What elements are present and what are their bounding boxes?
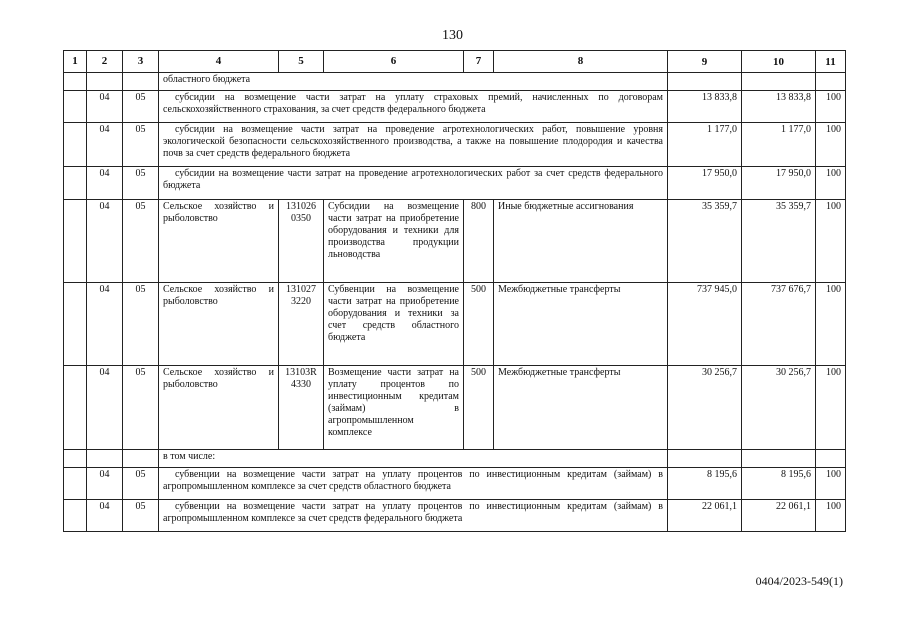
table-row: [64, 200, 846, 283]
amount-plan: 30 256,7: [668, 366, 742, 450]
section-code: 04: [87, 200, 123, 283]
section-name: Сельское хозяйство и рыболовство: [159, 366, 279, 450]
header-cell: 10: [742, 51, 816, 73]
percent: 100: [816, 123, 846, 167]
table-row: [64, 450, 846, 468]
amount-fact: 30 256,7: [742, 366, 816, 450]
header-cell: 6: [324, 51, 464, 73]
section-code: 04: [87, 468, 123, 500]
subsection-code: 05: [123, 200, 159, 283]
document-id: 0404/2023-549(1): [755, 574, 843, 588]
amount-plan: 1 177,0: [668, 123, 742, 167]
amount-fact: 22 061,1: [742, 500, 816, 532]
expense-type-name: Иные бюджетные ассигнования: [494, 200, 668, 283]
page-number: 130: [442, 28, 463, 43]
amount-fact: 17 950,0: [742, 167, 816, 200]
subsection-code: 05: [123, 500, 159, 532]
percent: 100: [816, 167, 846, 200]
section-name: Сельское хозяйство и рыболовство: [159, 283, 279, 366]
amount-fact: 8 195,6: [742, 468, 816, 500]
expense-description: Субвенции на возмещение части затрат на приобретение оборудования и техники за счет средств областного бюджета: [324, 283, 464, 366]
expense-type-code: 500: [464, 366, 494, 450]
section-name: Сельское хозяйство и рыболовство: [159, 200, 279, 283]
subsection-code: 05: [123, 468, 159, 500]
table-row: [64, 123, 846, 167]
expense-type-name: Межбюджетные трансферты: [494, 283, 668, 366]
header-row: [64, 51, 846, 73]
header-cell: 8: [494, 51, 668, 73]
amount-plan: 22 061,1: [668, 500, 742, 532]
header-cell: 3: [123, 51, 159, 73]
row-text: субвенции на возмещение части затрат на уплату процентов по инвестиционным кредитам (займам) в агропромышленном комплексе за счет средств областного бюджета: [159, 468, 668, 500]
percent: 100: [816, 283, 846, 366]
percent: 100: [816, 500, 846, 532]
header-cell: 11: [816, 51, 846, 73]
amount-fact: 737 676,7: [742, 283, 816, 366]
expense-description: Возмещение части затрат на уплату процентов по инвестиционным кредитам (займам) в агропромышленном комплексе: [324, 366, 464, 450]
expense-type-name: Межбюджетные трансферты: [494, 366, 668, 450]
header-cell: 5: [279, 51, 324, 73]
amount-fact: 13 833,8: [742, 91, 816, 123]
table-row: [64, 500, 846, 532]
amount-plan: 8 195,6: [668, 468, 742, 500]
target-article-code: 13103R 4330: [279, 366, 324, 450]
table-row: [64, 283, 846, 366]
row-text: субсидии на возмещение части затрат на уплату страховых премий, начисленных по договорам сельскохозяйственного страхования, за счет средств федерального бюджета: [159, 91, 668, 123]
target-article-code: 131026 0350: [279, 200, 324, 283]
section-code: 04: [87, 91, 123, 123]
target-article-code: 131027 3220: [279, 283, 324, 366]
subsection-code: 05: [123, 283, 159, 366]
percent: 100: [816, 468, 846, 500]
row-text: областного бюджета: [159, 73, 668, 91]
section-code: 04: [87, 283, 123, 366]
row-text: субвенции на возмещение части затрат на уплату процентов по инвестиционным кредитам (займам) в агропромышленном комплексе за счет средств федерального бюджета: [159, 500, 668, 532]
table-row: [64, 167, 846, 200]
section-code: 04: [87, 366, 123, 450]
table-row: [64, 73, 846, 91]
section-code: 04: [87, 500, 123, 532]
amount-plan: 737 945,0: [668, 283, 742, 366]
header-cell: 7: [464, 51, 494, 73]
percent: 100: [816, 200, 846, 283]
expense-description: Субсидии на возмещение части затрат на приобретение оборудования и техники для производства продукции льноводства: [324, 200, 464, 283]
budget-table: [63, 50, 846, 532]
header-cell: 2: [87, 51, 123, 73]
subsection-code: 05: [123, 366, 159, 450]
table-row: [64, 366, 846, 450]
row-text: в том числе:: [159, 450, 668, 468]
expense-type-code: 800: [464, 200, 494, 283]
amount-plan: 13 833,8: [668, 91, 742, 123]
amount-plan: 17 950,0: [668, 167, 742, 200]
header-cell: 1: [64, 51, 87, 73]
percent: 100: [816, 91, 846, 123]
table-row: [64, 91, 846, 123]
percent: 100: [816, 366, 846, 450]
row-text: субсидии на возмещение части затрат на проведение агротехнологических работ, повышение уровня экологической безопасности сельскохозяйственного производства, а также на повышение плодородия и качества почв за счет средств федерального бюджета: [159, 123, 668, 167]
subsection-code: 05: [123, 123, 159, 167]
amount-fact: 35 359,7: [742, 200, 816, 283]
amount-plan: 35 359,7: [668, 200, 742, 283]
section-code: 04: [87, 167, 123, 200]
subsection-code: 05: [123, 167, 159, 200]
section-code: 04: [87, 123, 123, 167]
header-cell: 4: [159, 51, 279, 73]
amount-fact: 1 177,0: [742, 123, 816, 167]
row-text: субсидии на возмещение части затрат на проведение агротехнологических работ за счет средств федерального бюджета: [159, 167, 668, 200]
expense-type-code: 500: [464, 283, 494, 366]
subsection-code: 05: [123, 91, 159, 123]
header-cell: 9: [668, 51, 742, 73]
table-row: [64, 468, 846, 500]
